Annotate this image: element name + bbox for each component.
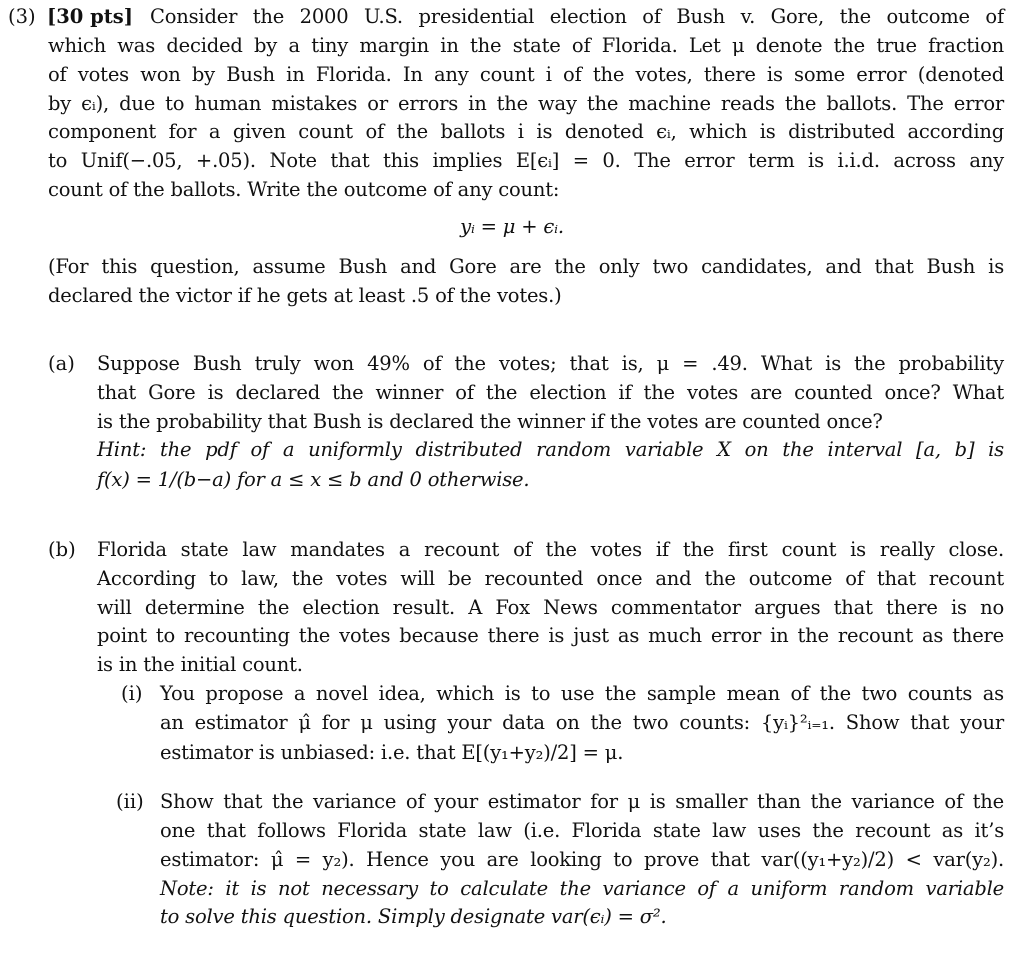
part-b-line-4: point to recounting the votes because there is just as much error in the recount as there — [97, 624, 1004, 647]
part-b-ii-line-1: Show that the variance of your estimator for μ is smaller than the variance of the — [160, 790, 1004, 813]
part-b-label: (b) — [48, 538, 76, 561]
part-b-ii-note-line-1: Note: it is not necessary to calculate the variance of a uniform random variable — [160, 877, 1004, 900]
part-a-line-1: Suppose Bush truly won 49% of the votes; that is, μ = .49. What is the probability — [97, 352, 1004, 375]
outcome-equation: yᵢ = μ + ϵᵢ. — [460, 215, 564, 238]
question-line-2: which was decided by a tiny margin in the state of Florida. Let μ denote the true fraction — [48, 34, 1004, 57]
part-b-i-line-3: estimator is unbiased: i.e. that E[(y₁+y₂)/2] = μ. — [160, 741, 624, 764]
question-line-6: to Unif(−.05, +.05). Note that this implies E[ϵᵢ] = 0. The error term is i.i.d. across any — [48, 149, 1004, 172]
question-points: [30 pts] — [47, 5, 133, 28]
part-b-i-line-2: an estimator μ̂ for μ using your data on the two counts: {yᵢ}²ᵢ₌₁. Show that your — [160, 711, 1004, 734]
part-b-line-1: Florida state law mandates a recount of the votes if the first count is really close. — [97, 538, 1004, 561]
part-b-ii-line-3: estimator: μ̂ = y₂). Hence you are looking to prove that var((y₁+y₂)/2) < var(y₂). — [160, 848, 1004, 871]
part-a-line-2: that Gore is declared the winner of the election if the votes are counted once? What — [97, 381, 1004, 404]
part-b-ii-label: (ii) — [116, 790, 144, 813]
part-b-line-3: will determine the election result. A Fox News commentator argues that there is no — [97, 596, 1004, 619]
part-b-line-2: According to law, the votes will be recounted once and the outcome of that recount — [97, 567, 1004, 590]
part-b-i-line-1: You propose a novel idea, which is to use the sample mean of the two counts as — [160, 682, 1004, 705]
question-line-3: of votes won by Bush in Florida. In any count i of the votes, there is some error (denoted — [48, 63, 1004, 86]
part-b-ii-line-2: one that follows Florida state law (i.e. Florida state law uses the recount as it’s — [160, 819, 1004, 842]
question-line-1: Consider the 2000 U.S. presidential election of Bush v. Gore, the outcome of — [150, 5, 1004, 28]
part-b-ii-note-line-2: to solve this question. Simply designate var(ϵᵢ) = σ². — [160, 905, 667, 928]
assumption-line-1: (For this question, assume Bush and Gore are the only two candidates, and that Bush is — [48, 255, 1004, 278]
part-b-i-label: (i) — [121, 682, 143, 705]
question-line-7: count of the ballots. Write the outcome of any count: — [48, 178, 560, 201]
part-a-hint-line: Hint: the pdf of a uniformly distributed random variable X on the interval [a, b] is — [97, 438, 1004, 461]
part-a-pdf-line: f(x) = 1/(b−a) for a ≤ x ≤ b and 0 otherwise. — [97, 468, 530, 491]
question-line-5: component for a given count of the ballots i is denoted ϵᵢ, which is distributed according — [48, 120, 1004, 143]
part-a-label: (a) — [48, 352, 75, 375]
question-number: (3) — [8, 5, 36, 28]
part-a-line-3: is the probability that Bush is declared the winner if the votes are counted once? — [97, 410, 883, 433]
part-b-line-5: is in the initial count. — [97, 653, 303, 676]
assumption-line-2: declared the victor if he gets at least .5 of the votes.) — [48, 284, 562, 307]
question-line-4: by ϵᵢ), due to human mistakes or errors in the way the machine reads the ballots. The error — [48, 92, 1004, 115]
